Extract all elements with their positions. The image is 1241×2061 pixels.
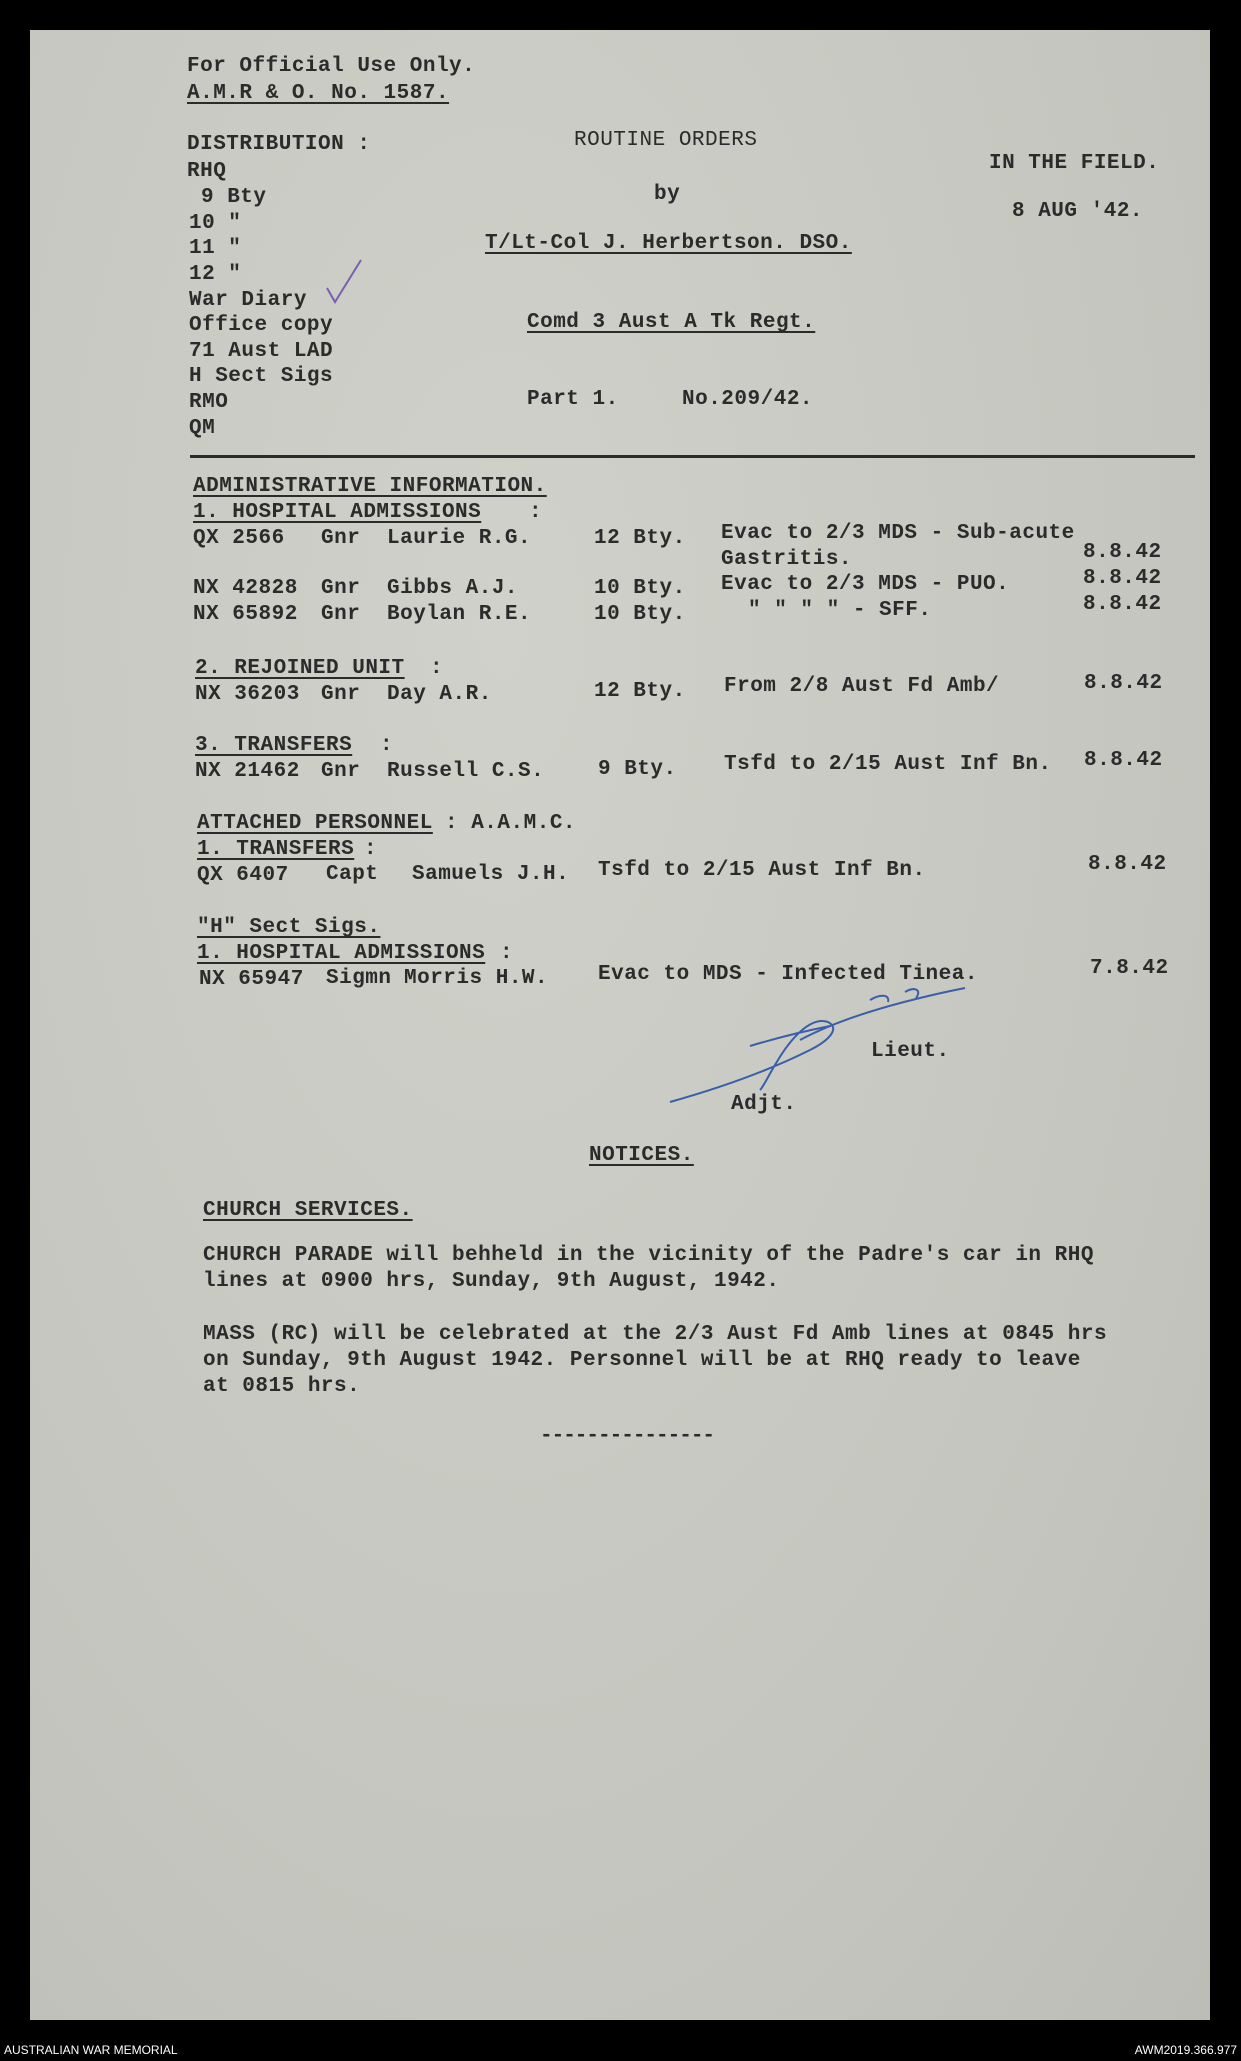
signatory-rank: Lieut. <box>871 1040 950 1063</box>
person-name: Samuels J.H. <box>412 863 570 886</box>
person-name: Gibbs A.J. <box>387 577 519 600</box>
detail: Evac to MDS - Infected Tinea. <box>598 963 978 986</box>
battery: 12 Bty. <box>594 680 686 703</box>
command-unit: Comd 3 Aust A Tk Regt. <box>527 311 816 334</box>
battery: 10 Bty. <box>594 603 686 626</box>
notice-text-line: lines at 0900 hrs, Sunday, 9th August, 1942. <box>203 1270 780 1293</box>
rank: Capt <box>326 863 379 886</box>
check-mark-icon <box>325 258 365 308</box>
person-name: Day A.R. <box>387 683 492 706</box>
classification: For Official Use Only. <box>187 55 476 78</box>
archive-reference: AWM2019.366.977 <box>1134 2043 1237 2057</box>
admin-heading: ADMINISTRATIVE INFORMATION. <box>193 475 547 498</box>
entry-date: 8.8.42 <box>1083 541 1162 564</box>
detail-continued: Gastritis. <box>721 548 853 571</box>
heading-colon: : <box>364 838 378 861</box>
distribution-item: QM <box>189 417 216 440</box>
entry-date: 8.8.42 <box>1083 593 1162 616</box>
battery: 10 Bty. <box>594 577 686 600</box>
rank: Gnr <box>321 527 361 550</box>
heading-colon: : <box>500 942 514 965</box>
rank: Gnr <box>321 760 361 783</box>
attached-corps: : A.A.M.C. <box>445 812 577 835</box>
distribution-item: 11 " <box>189 237 242 260</box>
entry-date: 7.8.42 <box>1090 957 1169 980</box>
signatory-role: Adjt. <box>731 1093 797 1116</box>
service-number: QX 6407 <box>197 864 289 887</box>
end-divider: --------------- <box>540 1425 715 1448</box>
service-number: NX 36203 <box>195 683 300 706</box>
detail: Tsfd to 2/15 Aust Inf Bn. <box>598 859 926 882</box>
order-reference: A.M.R & O. No. 1587. <box>187 82 450 105</box>
distribution-item: War Diary <box>189 289 307 312</box>
transfers-heading: 3. TRANSFERS <box>195 734 353 757</box>
entry-date: 8.8.42 <box>1088 853 1167 876</box>
h-sect-sigs-heading: "H" Sect Sigs. <box>197 916 381 939</box>
church-services-heading: CHURCH SERVICES. <box>203 1199 413 1222</box>
entry-date: 8.8.42 <box>1084 749 1163 772</box>
notice-text-line: MASS (RC) will be celebrated at the 2/3 Aust Fd Amb lines at 0845 hrs <box>203 1323 1108 1346</box>
detail: Tsfd to 2/15 Aust Inf Bn. <box>724 753 1052 776</box>
archive-credit: AUSTRALIAN WAR MEMORIAL <box>4 2043 178 2057</box>
distribution-item: Office copy <box>189 314 334 337</box>
distribution-item: 9 Bty <box>201 186 267 209</box>
notice-text-line: CHURCH PARADE will behheld in the vicinity of the Padre's car in RHQ <box>203 1244 1094 1267</box>
distribution-item: 10 " <box>189 212 242 235</box>
attached-personnel-heading: ATTACHED PERSONNEL <box>197 812 433 835</box>
h-sect-hospital-heading: 1. HOSPITAL ADMISSIONS <box>197 942 486 965</box>
hospital-admissions-heading: 1. HOSPITAL ADMISSIONS <box>193 501 482 524</box>
entry-date: 8.8.42 <box>1084 672 1163 695</box>
person-name: Morris H.W. <box>404 967 549 990</box>
service-number: NX 65947 <box>199 968 304 991</box>
by-label: by <box>654 183 681 206</box>
distribution-label: DISTRIBUTION : <box>187 133 371 156</box>
distribution-item: H Sect Sigs <box>189 365 334 388</box>
person-name: Laurie R.G. <box>387 527 532 550</box>
service-number: QX 2566 <box>193 527 285 550</box>
distribution-item: RMO <box>189 391 229 414</box>
detail: From 2/8 Aust Fd Amb/ <box>724 675 1000 698</box>
person-name: Russell C.S. <box>387 760 545 783</box>
battery: 9 Bty. <box>598 758 677 781</box>
service-number: NX 65892 <box>193 603 298 626</box>
rank: Sigmn <box>326 967 392 990</box>
detail: Evac to 2/3 MDS - PUO. <box>721 573 1010 596</box>
rank: Gnr <box>321 577 361 600</box>
order-number: No.209/42. <box>682 388 814 411</box>
heading-colon: : <box>430 657 444 680</box>
rejoined-unit-heading: 2. REJOINED UNIT <box>195 657 405 680</box>
heading-colon: : <box>380 734 394 757</box>
location: IN THE FIELD. <box>989 152 1160 175</box>
battery: 12 Bty. <box>594 527 686 550</box>
commanding-officer: T/Lt-Col J. Herbertson. DSO. <box>485 232 852 255</box>
service-number: NX 21462 <box>195 760 300 783</box>
divider-line <box>190 455 1195 458</box>
notice-text-line: at 0815 hrs. <box>203 1375 361 1398</box>
entry-date: 8.8.42 <box>1083 567 1162 590</box>
notices-heading: NOTICES. <box>589 1144 694 1167</box>
distribution-item: 12 " <box>189 263 242 286</box>
part-label: Part 1. <box>527 388 619 411</box>
attached-transfers-heading: 1. TRANSFERS <box>197 838 355 861</box>
service-number: NX 42828 <box>193 577 298 600</box>
notice-text-line: on Sunday, 9th August 1942. Personnel will be at RHQ ready to leave <box>203 1349 1081 1372</box>
rank: Gnr <box>321 603 361 626</box>
order-date: 8 AUG '42. <box>1012 200 1144 223</box>
distribution-item: 71 Aust LAD <box>189 340 334 363</box>
person-name: Boylan R.E. <box>387 603 532 626</box>
heading-colon: : <box>529 501 543 524</box>
rank: Gnr <box>321 683 361 706</box>
document-title: ROUTINE ORDERS <box>574 129 758 152</box>
detail: " " " " - SFF. <box>748 599 932 622</box>
distribution-item: RHQ <box>187 160 227 183</box>
detail: Evac to 2/3 MDS - Sub-acute <box>721 522 1075 545</box>
